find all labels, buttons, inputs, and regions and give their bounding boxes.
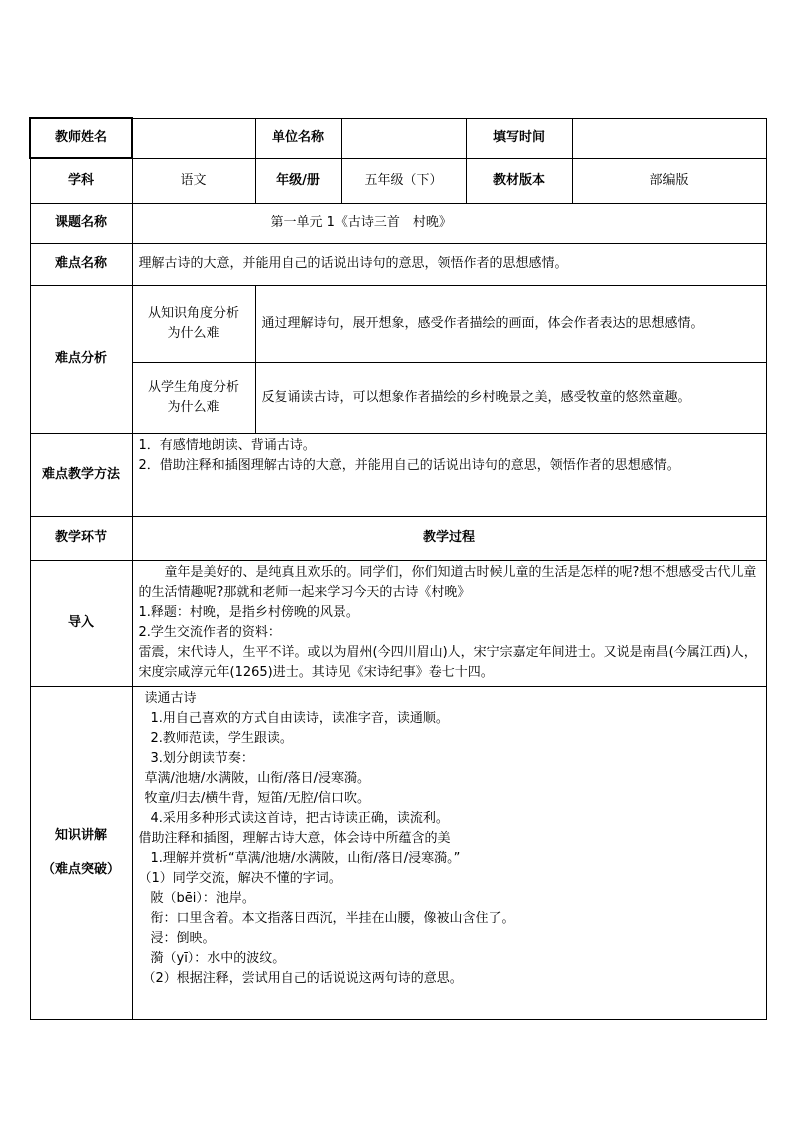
difficulty-name-row — [30, 243, 766, 285]
knowledge-line: 借助注释和插图，理解古诗大意，体会诗中所蕴含的美 — [138, 830, 451, 846]
knowledge-line: （1）同学交流，解决不懂的字词。 — [138, 870, 342, 886]
student-angle-line-1: 从学生角度分析 — [147, 379, 239, 395]
intro-line-3: 雷震，宋代诗人，生平不详。或以为眉州(今四川眉山)人，宋宁宗嘉定年间进士。又说是南昌(今属江西)人，宋度宗咸淳元年(1265)进士。其诗见《宋诗纪事》卷七十四。 — [138, 644, 757, 680]
knowledge-line: （2）根据注释，尝试用自己的话说说这两句诗的意思。 — [142, 970, 463, 986]
student-angle-line-2: 为什么难 — [167, 399, 220, 415]
lesson-plan-table — [29, 117, 767, 1020]
knowledge-line: 浸：倒映。 — [150, 930, 216, 946]
teaching-method-label: 难点教学方法 — [30, 433, 132, 516]
process-label: 教学过程 — [132, 516, 766, 560]
knowledge-angle-line-1: 从知识角度分析 — [147, 305, 239, 321]
difficulty-analysis-row-1 — [30, 285, 766, 362]
knowledge-line: 读通古诗 — [144, 690, 197, 706]
difficulty-analysis-label: 难点分析 — [30, 285, 132, 433]
knowledge-line: 4.采用多种形式读这首诗，把古诗读正确，读流利。 — [150, 810, 449, 826]
teacher-name-label: 教师姓名 — [30, 118, 132, 158]
grade-value: 五年级（下） — [341, 158, 466, 203]
knowledge-line: 草满/池塘/水满陂，山衔/落日/浸寒漪。 — [144, 770, 371, 786]
knowledge-line: 1.理解并赏析“草满/池塘/水满陂，山衔/落日/浸寒漪。” — [150, 850, 461, 866]
intro-paragraph: 童年是美好的、是纯真且欢乐的。同学们，你们知道古时候儿童的生活是怎样的呢?想不想感受古代儿童的生活情趣呢?那就和老师一起来学习今天的古诗《村晚》 — [138, 564, 757, 600]
knowledge-angle-line-2: 为什么难 — [167, 325, 220, 341]
topic-value — [132, 203, 766, 243]
intro-label: 导入 — [30, 560, 132, 686]
difficulty-name-label: 难点名称 — [30, 243, 132, 285]
knowledge-line: 陂（bēi）：池岸。 — [150, 890, 255, 906]
header-row-2 — [30, 158, 766, 203]
difficulty-name-value: 理解古诗的大意，并能用自己的话说出诗句的意思，领悟作者的思想感情。 — [132, 243, 766, 285]
teacher-name-value[interactable] — [132, 118, 255, 158]
header-row-1 — [30, 118, 766, 158]
textbook-value: 部编版 — [572, 158, 766, 203]
student-angle-label — [132, 362, 255, 433]
knowledge-line: 3.划分朗读节奏： — [150, 750, 254, 766]
topic-text: 第一单元 1《古诗三首 村晚》 — [270, 215, 452, 230]
intro-content — [132, 560, 766, 686]
knowledge-line: 2.教师范读，学生跟读。 — [150, 730, 293, 746]
grade-label: 年级/册 — [255, 158, 341, 203]
knowledge-line: 漪（yī）：水中的波纹。 — [150, 950, 286, 966]
intro-row — [30, 560, 766, 686]
knowledge-label-cell — [30, 686, 132, 1019]
subject-label: 学科 — [30, 158, 132, 203]
teaching-method-line-1: 1．有感情地朗读、背诵古诗。 — [138, 437, 316, 453]
knowledge-angle-label — [132, 285, 255, 362]
fill-time-label: 填写时间 — [466, 118, 572, 158]
textbook-label: 教材版本 — [466, 158, 572, 203]
intro-line-1: 1.释题：村晚，是指乡村傍晚的风景。 — [138, 604, 359, 620]
intro-line-2: 2.学生交流作者的资料： — [138, 624, 281, 640]
process-header-row — [30, 516, 766, 560]
knowledge-line: 1.用自己喜欢的方式自由读诗，读准字音，读通顺。 — [150, 710, 449, 726]
knowledge-line: 牧童/归去/横牛背，短笛/无腔/信口吹。 — [144, 790, 371, 806]
knowledge-content — [132, 686, 766, 1019]
difficulty-analysis-row-2 — [30, 362, 766, 433]
topic-label: 课题名称 — [30, 203, 132, 243]
subject-value: 语文 — [132, 158, 255, 203]
teaching-method-line-2: 2．借助注释和插图理解古诗的大意，并能用自己的话说出诗句的意思，领悟作者的思想感情。 — [138, 457, 680, 473]
knowledge-angle-value: 通过理解诗句，展开想象，感受作者描绘的画面，体会作者表达的思想感情。 — [255, 285, 766, 362]
knowledge-row — [30, 686, 766, 1019]
topic-row — [30, 203, 766, 243]
teaching-method-row — [30, 433, 766, 516]
stage-label: 教学环节 — [30, 516, 132, 560]
fill-time-value[interactable] — [572, 118, 766, 158]
unit-name-value[interactable] — [341, 118, 466, 158]
student-angle-value: 反复诵读古诗，可以想象作者描绘的乡村晚景之美，感受牧童的悠然童趣。 — [255, 362, 766, 433]
knowledge-sub-label: （难点突破） — [41, 861, 120, 877]
unit-name-label: 单位名称 — [255, 118, 341, 158]
teaching-method-value — [132, 433, 766, 516]
knowledge-line: 衔：口里含着。本文指落日西沉，半挂在山腰，像被山含住了。 — [150, 910, 515, 926]
knowledge-label: 知识讲解 — [54, 827, 107, 843]
